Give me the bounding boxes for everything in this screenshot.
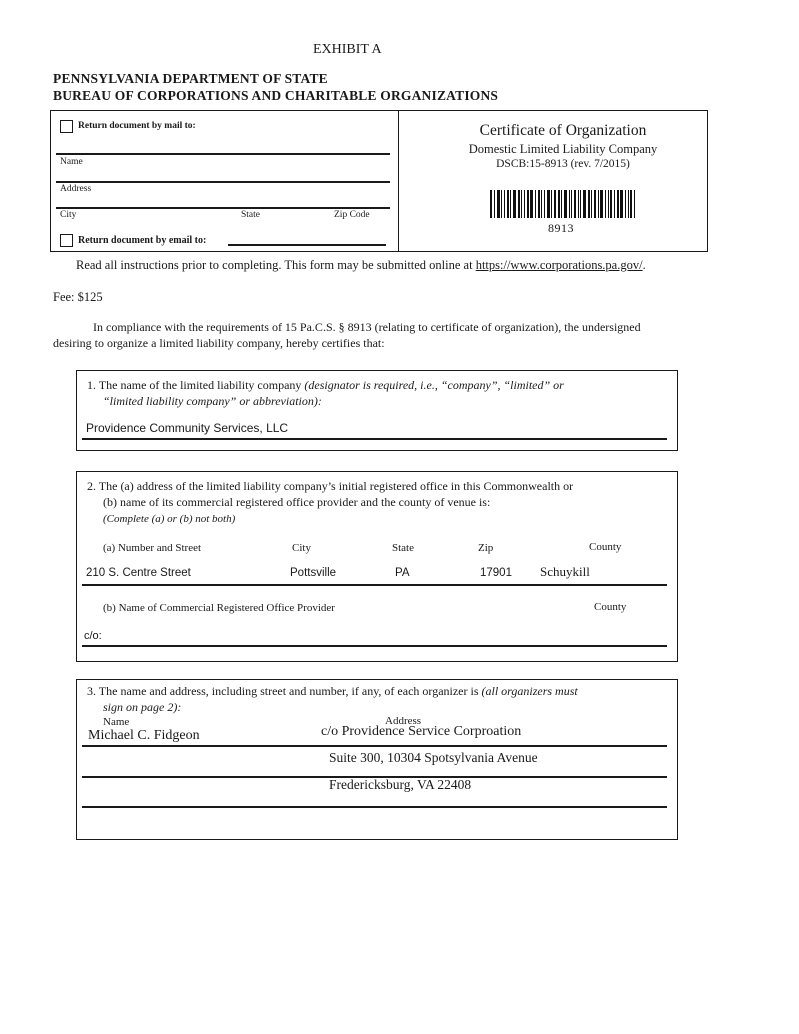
barcode-bar (574, 190, 576, 218)
barcode-bar (527, 190, 529, 218)
barcode (490, 190, 642, 218)
return-by-email-label: Return document by email to: (78, 235, 207, 246)
city-label: City (60, 210, 77, 220)
column-state-label: State (392, 542, 414, 554)
llc-name-value[interactable]: Providence Community Services, LLC (86, 421, 289, 435)
barcode-bar (591, 190, 592, 218)
return-by-mail-label: Return document by mail to: (78, 121, 196, 131)
barcode-bar (521, 190, 522, 218)
name-column-header: Name (103, 716, 130, 728)
compliance-line-1: In compliance with the requirements of 15 Pa.C.S. § 8913 (relating to certificate of organization), the undersigned (93, 320, 641, 334)
barcode-bar (561, 190, 562, 218)
return-by-mail-checkbox[interactable] (60, 120, 73, 133)
zip-code-label: Zip Code (334, 210, 370, 220)
certificate-subtitle: Domestic Limited Liability Company (468, 142, 658, 156)
column-city-label: City (292, 542, 311, 554)
barcode-bar (571, 190, 572, 218)
barcode-bar (518, 190, 520, 218)
address-label: Address (60, 184, 92, 194)
section-2-question-line-2: (b) name of its commercial registered office provider and the county of venue is: (103, 495, 491, 509)
llc-name-line (82, 438, 667, 440)
barcode-bar (600, 190, 603, 218)
barcode-bar (544, 190, 545, 218)
barcode-bar (547, 190, 550, 218)
section-3-question-line-2: sign on page 2): (103, 700, 182, 714)
section-2-question-line-1: 2. The (a) address of the limited liability company’s initial registered office in this Commonwealth or (87, 479, 574, 493)
barcode-bar (610, 190, 612, 218)
barcode-bar (558, 190, 560, 218)
barcode-bar (507, 190, 509, 218)
barcode-bar (554, 190, 556, 218)
provider-county-label: County (594, 601, 627, 613)
barcode-bar (501, 190, 502, 218)
column-zip-label: Zip (478, 542, 494, 554)
barcode-bar (608, 190, 609, 218)
barcode-bar (541, 190, 542, 218)
barcode-bar (617, 190, 619, 218)
address-line (56, 181, 390, 183)
provider-line (82, 645, 667, 647)
fee-text: Fee: $125 (53, 290, 103, 304)
column-street-label: (a) Number and Street (103, 542, 202, 554)
organizer-address-line-2[interactable]: Suite 300, 10304 Spotsylvania Avenue (329, 750, 538, 765)
state-value[interactable]: PA (395, 567, 410, 579)
department-header: PENNSYLVANIA DEPARTMENT OF STATE (53, 71, 328, 86)
instructions-line (76, 258, 646, 273)
barcode-bar (594, 190, 596, 218)
corporations-link[interactable]: https://www.corporations.pa.gov/ (475, 258, 643, 272)
barcode-bar (497, 190, 500, 218)
barcode-bar (580, 190, 581, 218)
section-1-plain: 1. The name of the limited liability company (87, 378, 305, 392)
barcode-bar (524, 190, 525, 218)
barcode-bar (490, 190, 492, 218)
section-3-question (87, 684, 578, 699)
barcode-bar (598, 190, 599, 218)
barcode-bar (569, 190, 570, 218)
barcode-bar (530, 190, 533, 218)
care-of-label: c/o: (84, 630, 102, 642)
certificate-title: Certificate of Organization (479, 122, 647, 139)
barcode-number: 8913 (548, 221, 574, 235)
organizer-name-value[interactable]: Michael C. Fidgeon (88, 728, 200, 743)
city-line (56, 207, 390, 209)
column-county-label: County (589, 541, 622, 553)
return-by-email-checkbox[interactable] (60, 234, 73, 247)
zip-value[interactable]: 17901 (480, 567, 512, 579)
address-a-line (82, 584, 667, 586)
barcode-bar (504, 190, 505, 218)
barcode-bar (620, 190, 623, 218)
section-1-question-line-2: “limited liability company” or abbreviation): (103, 394, 322, 408)
organizer-address-line-1[interactable]: c/o Providence Service Corproation (321, 724, 522, 739)
instructions-text: Read all instructions prior to completing. This form may be submitted online at (76, 258, 476, 272)
barcode-bar (494, 190, 495, 218)
compliance-line-2: desiring to organize a limited liability company, hereby certifies that: (53, 336, 385, 350)
name-label: Name (60, 157, 83, 167)
barcode-bar (634, 190, 635, 218)
bureau-header: BUREAU OF CORPORATIONS AND CHARITABLE ORGANIZATIONS (53, 88, 499, 103)
organizer-address-line-3[interactable]: Fredericksburg, VA 22408 (329, 777, 472, 792)
barcode-bar (625, 190, 626, 218)
exhibit-label: EXHIBIT A (313, 42, 382, 57)
instructions-end: . (642, 258, 646, 272)
barcode-bar (628, 190, 629, 218)
county-value[interactable]: Schuykill (540, 564, 590, 579)
barcode-bar (551, 190, 552, 218)
barcode-bar (578, 190, 579, 218)
barcode-bar (588, 190, 590, 218)
form-code: DSCB:15-8913 (rev. 7/2015) (496, 158, 630, 170)
provider-label: (b) Name of Commercial Registered Office Provider (103, 602, 335, 614)
barcode-bar (535, 190, 536, 218)
section-3-plain: 3. The name and address, including street and number, if any, of each organizer is (87, 684, 482, 698)
section-1-question (87, 378, 564, 393)
barcode-bar (605, 190, 606, 218)
section-3-italic: (all organizers must (481, 684, 578, 698)
section-1-italic: (designator is required, i.e., “company”, “limited” or (304, 378, 564, 392)
address-column-header: Address (385, 715, 422, 727)
city-value[interactable]: Pottsville (290, 567, 337, 579)
name-line (56, 153, 390, 155)
barcode-bar (538, 190, 540, 218)
barcode-bar (630, 190, 632, 218)
email-line (228, 244, 386, 246)
organizer-line-3 (82, 806, 667, 808)
state-label: State (241, 210, 260, 220)
organizer-line-1 (82, 745, 667, 747)
section-2-instruction: (Complete (a) or (b) not both) (103, 513, 236, 525)
street-value[interactable]: 210 S. Centre Street (86, 567, 191, 579)
barcode-bar (583, 190, 586, 218)
barcode-bar (614, 190, 615, 218)
barcode-bar (564, 190, 567, 218)
barcode-bar (513, 190, 516, 218)
barcode-bar (510, 190, 511, 218)
